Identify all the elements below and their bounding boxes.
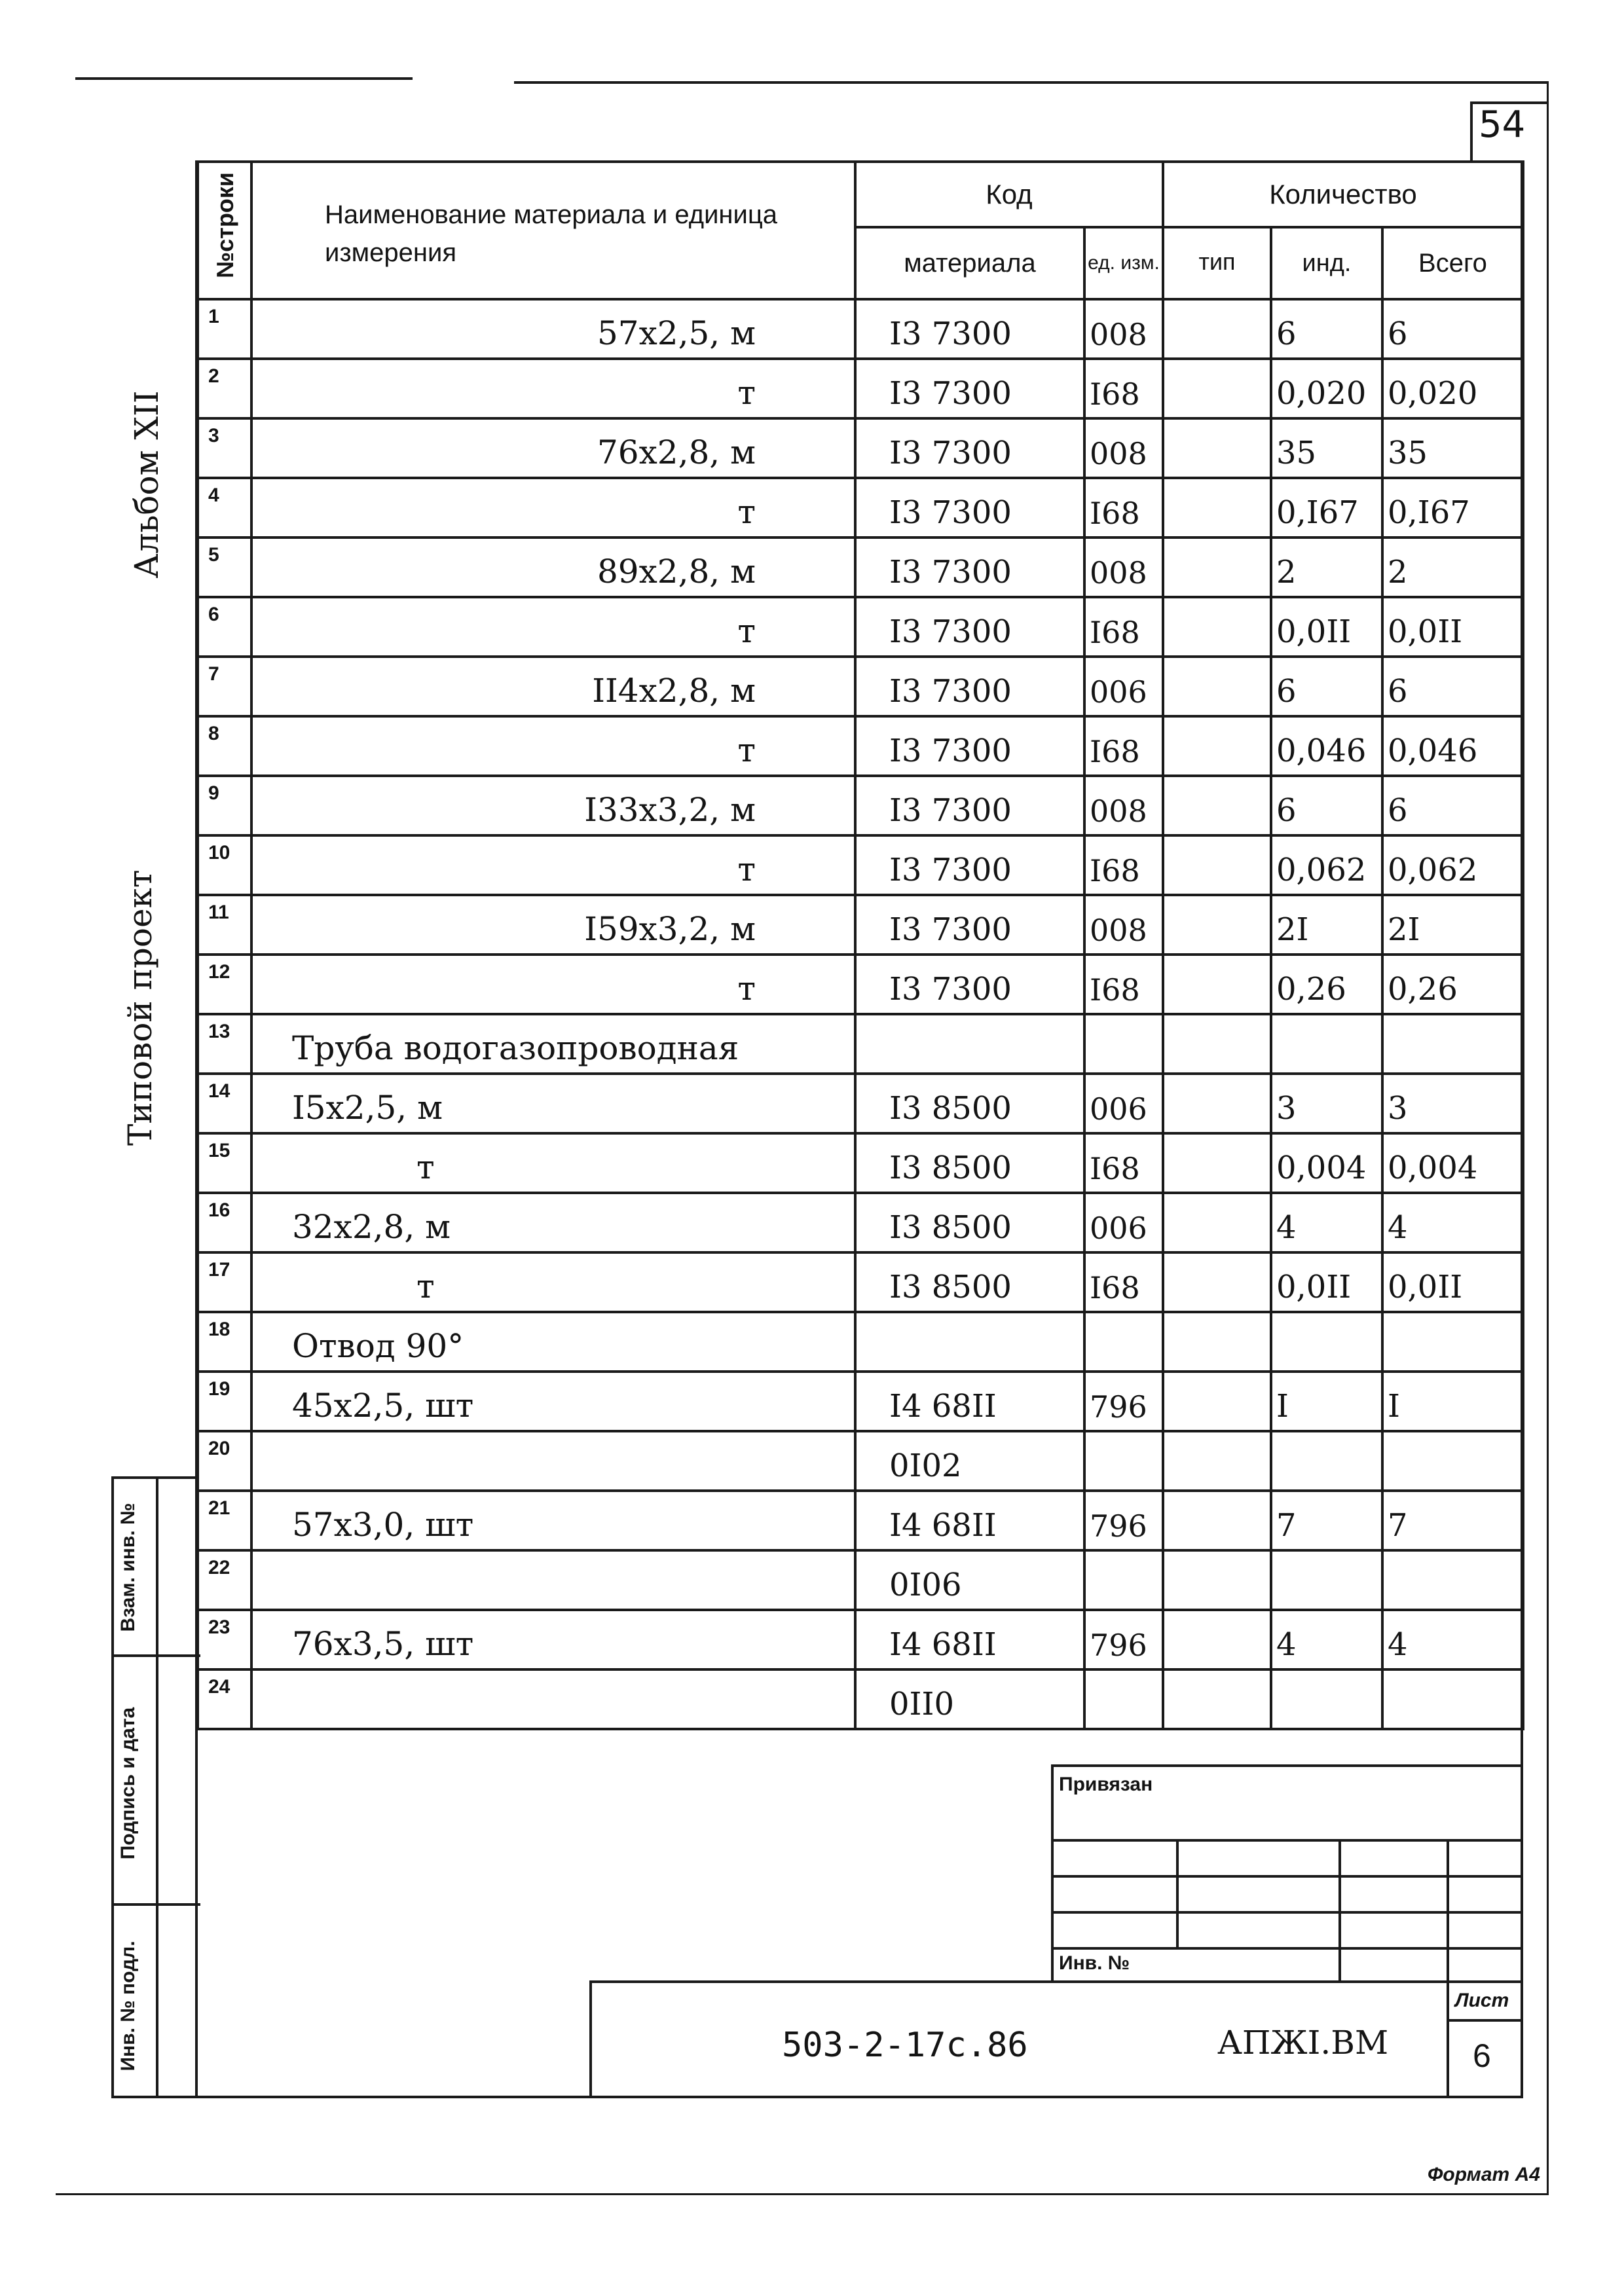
material-code: I3 8500 [855, 1193, 1084, 1252]
row-number: 17 [198, 1252, 251, 1312]
table-row [198, 1312, 1523, 1372]
qty-ind: 0,I67 [1271, 478, 1382, 538]
row-number: 19 [198, 1372, 251, 1431]
qty-ind: 0,0II [1271, 597, 1382, 657]
stamp-privyazan-block [1051, 1764, 1523, 1980]
qty-typ [1163, 716, 1271, 776]
material-name: I33х3,2, м [251, 776, 855, 835]
qty-ind [1271, 1014, 1382, 1074]
qty-ind: 0,046 [1271, 716, 1382, 776]
row-number: 4 [198, 478, 251, 538]
unit-code: 008 [1084, 538, 1163, 597]
qty-typ [1163, 776, 1271, 835]
qty-total [1382, 1550, 1523, 1610]
qty-total: 0,020 [1382, 359, 1523, 418]
unit-code: 006 [1084, 1074, 1163, 1133]
table-row [198, 776, 1523, 835]
page-edge-right [1547, 84, 1549, 2195]
table-row [198, 1014, 1523, 1074]
qty-typ [1163, 538, 1271, 597]
unit-code: 008 [1084, 299, 1163, 359]
page-edge-bottom [56, 2193, 1549, 2195]
header-code: Код [855, 162, 1163, 227]
unit-code [1084, 1669, 1163, 1729]
row-number: 16 [198, 1193, 251, 1252]
qty-typ [1163, 1669, 1271, 1729]
material-code: I3 7300 [855, 895, 1084, 955]
qty-typ [1163, 657, 1271, 716]
qty-total [1382, 1014, 1523, 1074]
top-rule-left [75, 77, 413, 80]
material-code: I3 7300 [855, 478, 1084, 538]
side-stamp [111, 1476, 198, 2098]
row-number: 23 [198, 1610, 251, 1669]
unit-code: 008 [1084, 895, 1163, 955]
material-code: I3 7300 [855, 716, 1084, 776]
table-row [198, 1252, 1523, 1312]
qty-total: 0,0II [1382, 1252, 1523, 1312]
table-row [198, 1193, 1523, 1252]
side-stamp-podpis: Подпись и дата [117, 1707, 139, 1860]
sheet-number: 6 [1473, 2037, 1491, 2074]
unit-code [1084, 1550, 1163, 1610]
qty-ind [1271, 1550, 1382, 1610]
row-number: 8 [198, 716, 251, 776]
material-code: I4 68II [855, 1372, 1084, 1431]
row-number: 21 [198, 1491, 251, 1550]
unit-code: 006 [1084, 1193, 1163, 1252]
material-code [855, 1312, 1084, 1372]
material-code: 0I02 [855, 1431, 1084, 1491]
row-number: 9 [198, 776, 251, 835]
table-row [198, 1431, 1523, 1491]
material-name [251, 1669, 855, 1729]
header-typ: тип [1163, 227, 1271, 299]
qty-total: 0,046 [1382, 716, 1523, 776]
table-row [198, 1074, 1523, 1133]
qty-typ [1163, 1431, 1271, 1491]
qty-typ [1163, 359, 1271, 418]
stamp-title-block [589, 1980, 1523, 2098]
material-code: I4 68II [855, 1610, 1084, 1669]
unit-code: 796 [1084, 1372, 1163, 1431]
table-row [198, 1133, 1523, 1193]
table-row [198, 478, 1523, 538]
material-code [855, 1014, 1084, 1074]
unit-code: I68 [1084, 1133, 1163, 1193]
qty-ind: 6 [1271, 657, 1382, 716]
row-number: 20 [198, 1431, 251, 1491]
header-total: Всего [1382, 227, 1523, 299]
qty-typ [1163, 1550, 1271, 1610]
qty-total: 0,0II [1382, 597, 1523, 657]
page-number-box-left [1470, 101, 1473, 160]
material-code: I3 7300 [855, 776, 1084, 835]
material-code: I4 68II [855, 1491, 1084, 1550]
doc-code: 503-2-17с.86 [782, 2026, 1028, 2065]
qty-total: 4 [1382, 1193, 1523, 1252]
qty-ind [1271, 1669, 1382, 1729]
header-unit: ед. изм. [1084, 227, 1163, 299]
unit-code: I68 [1084, 955, 1163, 1014]
material-code: I3 7300 [855, 835, 1084, 895]
header-qty: Количество [1163, 162, 1523, 227]
material-code: I3 7300 [855, 299, 1084, 359]
material-name: 89х2,8, м [251, 538, 855, 597]
unit-code: 796 [1084, 1610, 1163, 1669]
material-name: т [251, 1252, 855, 1312]
material-name: Отвод 90° [251, 1312, 855, 1372]
table-row [198, 418, 1523, 478]
material-name: 45х2,5, шт [251, 1372, 855, 1431]
qty-typ [1163, 1133, 1271, 1193]
row-number: 1 [198, 299, 251, 359]
qty-total: 35 [1382, 418, 1523, 478]
qty-total: 3 [1382, 1074, 1523, 1133]
unit-code: 008 [1084, 418, 1163, 478]
table-row [198, 895, 1523, 955]
unit-code [1084, 1312, 1163, 1372]
qty-typ [1163, 597, 1271, 657]
page-number: 54 [1479, 103, 1526, 146]
qty-ind: 6 [1271, 776, 1382, 835]
material-code: 0II0 [855, 1669, 1084, 1729]
row-number: 3 [198, 418, 251, 478]
row-number: 24 [198, 1669, 251, 1729]
stamp-privyazan: Привязан [1059, 1774, 1153, 1795]
material-name: т [251, 359, 855, 418]
material-name [251, 1550, 855, 1610]
table-row [198, 657, 1523, 716]
table-row [198, 1669, 1523, 1729]
qty-total [1382, 1669, 1523, 1729]
header-row-no: №строки [198, 162, 251, 299]
qty-ind: 6 [1271, 299, 1382, 359]
header-ind: инд. [1271, 227, 1382, 299]
material-code: I3 7300 [855, 418, 1084, 478]
material-name: 76х3,5, шт [251, 1610, 855, 1669]
qty-ind: 4 [1271, 1610, 1382, 1669]
unit-code: I68 [1084, 716, 1163, 776]
material-name: т [251, 716, 855, 776]
material-name: Труба водогазопроводная [251, 1014, 855, 1074]
unit-code: 006 [1084, 657, 1163, 716]
table-row [198, 955, 1523, 1014]
qty-typ [1163, 1372, 1271, 1431]
qty-typ [1163, 1193, 1271, 1252]
table-row [198, 1550, 1523, 1610]
row-number: 6 [198, 597, 251, 657]
row-number: 5 [198, 538, 251, 597]
qty-ind: 0,0II [1271, 1252, 1382, 1312]
qty-ind: I [1271, 1372, 1382, 1431]
unit-code: I68 [1084, 835, 1163, 895]
qty-total: 0,062 [1382, 835, 1523, 895]
qty-total: 0,I67 [1382, 478, 1523, 538]
row-number: 18 [198, 1312, 251, 1372]
material-code: I3 7300 [855, 955, 1084, 1014]
table-row [198, 597, 1523, 657]
row-number: 11 [198, 895, 251, 955]
material-name: 32х2,8, м [251, 1193, 855, 1252]
unit-code: I68 [1084, 359, 1163, 418]
qty-ind: 2 [1271, 538, 1382, 597]
row-number: 2 [198, 359, 251, 418]
material-code: I3 7300 [855, 657, 1084, 716]
qty-total: I [1382, 1372, 1523, 1431]
material-code: I3 8500 [855, 1074, 1084, 1133]
material-name: т [251, 478, 855, 538]
qty-total: 4 [1382, 1610, 1523, 1669]
qty-typ [1163, 418, 1271, 478]
row-number: 14 [198, 1074, 251, 1133]
row-number: 12 [198, 955, 251, 1014]
qty-total: 2 [1382, 538, 1523, 597]
table-row [198, 1372, 1523, 1431]
format-label: Формат А4 [1428, 2164, 1540, 2185]
material-name: II4х2,8, м [251, 657, 855, 716]
table-row [198, 299, 1523, 359]
row-number: 7 [198, 657, 251, 716]
material-code: I3 8500 [855, 1133, 1084, 1193]
header-material: материала [855, 227, 1084, 299]
qty-ind: 3 [1271, 1074, 1382, 1133]
qty-total [1382, 1431, 1523, 1491]
table-row [198, 1610, 1523, 1669]
material-code: I3 7300 [855, 538, 1084, 597]
sheet-label: Лист [1455, 1990, 1509, 2011]
qty-typ [1163, 1252, 1271, 1312]
row-number: 10 [198, 835, 251, 895]
qty-typ [1163, 478, 1271, 538]
qty-typ [1163, 1312, 1271, 1372]
material-name: I5х2,5, м [251, 1074, 855, 1133]
qty-total: 6 [1382, 299, 1523, 359]
qty-total: 0,004 [1382, 1133, 1523, 1193]
qty-ind [1271, 1431, 1382, 1491]
table-row [198, 538, 1523, 597]
qty-ind: 7 [1271, 1491, 1382, 1550]
row-number: 15 [198, 1133, 251, 1193]
table-row [198, 359, 1523, 418]
stamp-inv-no: Инв. № [1059, 1952, 1130, 1974]
row-number: 13 [198, 1014, 251, 1074]
qty-typ [1163, 299, 1271, 359]
materials-table [196, 160, 1524, 1730]
qty-ind: 0,004 [1271, 1133, 1382, 1193]
qty-typ [1163, 1491, 1271, 1550]
material-code: I3 7300 [855, 359, 1084, 418]
qty-typ [1163, 895, 1271, 955]
qty-ind: 35 [1271, 418, 1382, 478]
header-name: Наименование материала и единица измерения [251, 162, 855, 299]
row-number: 22 [198, 1550, 251, 1610]
side-stamp-vzam: Взам. инв. № [117, 1503, 139, 1632]
qty-typ [1163, 1074, 1271, 1133]
material-code: I3 8500 [855, 1252, 1084, 1312]
qty-total: 6 [1382, 657, 1523, 716]
qty-ind: 2I [1271, 895, 1382, 955]
qty-total: 7 [1382, 1491, 1523, 1550]
doc-mark: АПЖI.ВМ [1217, 2024, 1389, 2062]
qty-ind: 0,26 [1271, 955, 1382, 1014]
material-name: I59х3,2, м [251, 895, 855, 955]
qty-ind [1271, 1312, 1382, 1372]
qty-total: 2I [1382, 895, 1523, 955]
unit-code [1084, 1431, 1163, 1491]
table-row [198, 716, 1523, 776]
table-row [198, 1491, 1523, 1550]
qty-typ [1163, 955, 1271, 1014]
unit-code: 796 [1084, 1491, 1163, 1550]
unit-code [1084, 1014, 1163, 1074]
qty-total: 6 [1382, 776, 1523, 835]
material-name [251, 1431, 855, 1491]
top-rule-right [514, 81, 1549, 84]
material-name: 57х3,0, шт [251, 1491, 855, 1550]
material-code: I3 7300 [855, 597, 1084, 657]
side-stamp-inv: Инв. № подл. [117, 1941, 139, 2071]
unit-code: I68 [1084, 478, 1163, 538]
material-name: 57х2,5, м [251, 299, 855, 359]
qty-typ [1163, 1610, 1271, 1669]
material-code: 0I06 [855, 1550, 1084, 1610]
qty-total: 0,26 [1382, 955, 1523, 1014]
qty-total [1382, 1312, 1523, 1372]
qty-typ [1163, 835, 1271, 895]
side-album: Альбом XII [128, 390, 166, 579]
unit-code: I68 [1084, 1252, 1163, 1312]
side-project: Типовой проект [121, 869, 159, 1146]
unit-code: I68 [1084, 597, 1163, 657]
qty-ind: 4 [1271, 1193, 1382, 1252]
qty-typ [1163, 1014, 1271, 1074]
material-name: т [251, 955, 855, 1014]
material-name: т [251, 835, 855, 895]
material-name: 76х2,8, м [251, 418, 855, 478]
qty-ind: 0,062 [1271, 835, 1382, 895]
qty-ind: 0,020 [1271, 359, 1382, 418]
unit-code: 008 [1084, 776, 1163, 835]
material-name: т [251, 1133, 855, 1193]
table-row [198, 835, 1523, 895]
material-name: т [251, 597, 855, 657]
